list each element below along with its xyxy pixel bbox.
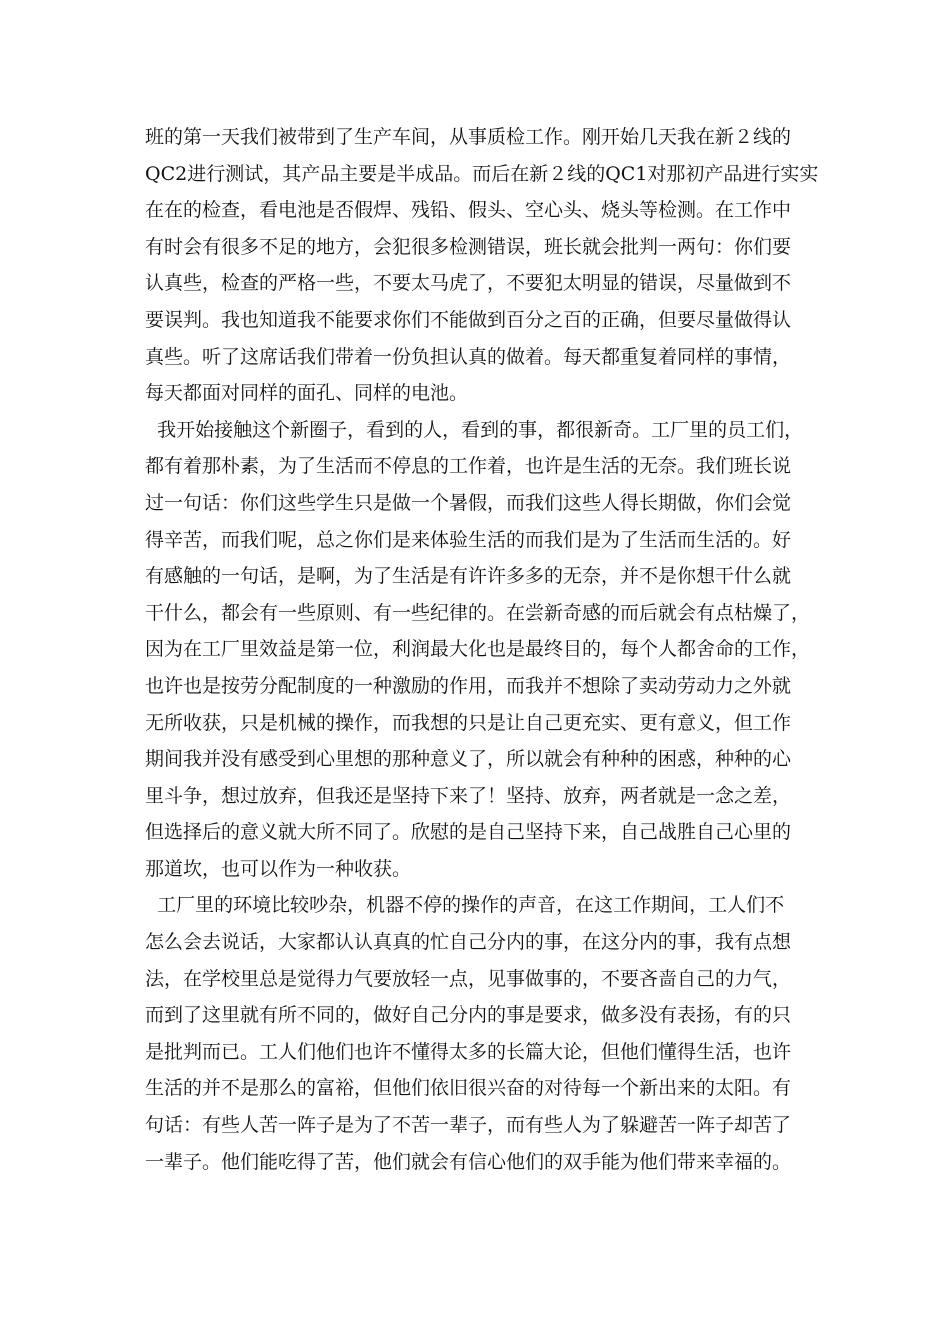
text-line: 有感触的一句话，是啊，为了生活是有许许多多的无奈，并不是你想干什么就 xyxy=(145,565,792,588)
text-line: 生活的并不是那么的富裕，但他们依旧很兴奋的对待每一个新出来的太阳。有 xyxy=(145,1077,792,1100)
text-line: 每天都面对同样的面孔、同样的电池。 xyxy=(145,382,469,405)
text-line: 都有着那朴素，为了生活而不停息的工作着，也许是生活的无奈。我们班长说 xyxy=(145,455,792,478)
text-line: 而到了这里就有所不同的，做好自己分内的事是要求，做多没有表扬，有的只 xyxy=(145,1004,792,1027)
text-line: 有时会有很多不足的地方，会犯很多检测错误，班长就会批判一两句：你们要 xyxy=(145,235,792,258)
text-line: 要误判。我也知道我不能要求你们不能做到百分之百的正确，但要尽量做得认 xyxy=(145,308,792,331)
text-line: 真些。听了这席话我们带着一份负担认真的做着。每天都重复着同样的事情， xyxy=(145,345,792,368)
text-line: 句话：有些人苦一阵子是为了不苦一辈子，而有些人为了躲避苦一阵子却苦了 xyxy=(145,1114,792,1137)
text-line: 得辛苦，而我们呢，总之你们是来体验生活的而我们是为了生活而生活的。好 xyxy=(145,528,792,551)
text-line: 因为在工厂里效益是第一位，利润最大化也是最终目的，每个人都舍命的工作， xyxy=(145,638,811,661)
text-line: 期间我并没有感受到心里想的那种意义了，所以就会有种种的困惑，种种的心 xyxy=(145,748,792,771)
text-line: 认真些，检查的严格一些，不要太马虎了，不要犯太明显的错误，尽量做到不 xyxy=(145,272,792,295)
paragraph-3 xyxy=(145,887,810,1180)
text-line: 一辈子。他们能吃得了苦，他们就会有信心他们的双手能为他们带来幸福的。 xyxy=(145,1150,792,1173)
text-line: 是批判而已。工人们他们也许不懂得太多的长篇大论，但他们懂得生活，也许 xyxy=(145,1040,792,1063)
text-line: 法，在学校里总是觉得力气要放轻一点，见事做事的，不要吝啬自己的力气， xyxy=(145,967,792,990)
text-line: 里斗争，想过放弃，但我还是坚持下来了！坚持、放弃，两者就是一念之差， xyxy=(145,784,792,807)
paragraph-2 xyxy=(145,412,810,888)
text-line: 在在的检查，看电池是否假焊、残铅、假头、空心头、烧头等检测。在工作中 xyxy=(145,199,792,222)
text-line: 我开始接触这个新圈子，看到的人，看到的事，都很新奇。工厂里的员工们， xyxy=(145,418,804,441)
text-line: 但选择后的意义就大所不同了。欣慰的是自己坚持下来，自己战胜自己心里的 xyxy=(145,821,792,844)
text-line: 无所收获，只是机械的操作，而我想的只是让自己更充实、更有意义，但工作 xyxy=(145,711,792,734)
text-line: 那道坎，也可以作为一种收获。 xyxy=(145,857,412,880)
text-line: 工厂里的环境比较吵杂，机器不停的操作的声音，在这工作期间，工人们不 xyxy=(145,894,785,917)
text-line: QC2进行测试，其产品主要是半成品。而后在新２线的QC1对那初产品进行实实 xyxy=(145,162,819,185)
text-line: 也许也是按劳分配制度的一种激励的作用，而我并不想除了卖动劳动力之外就 xyxy=(145,674,792,697)
text-line: 干什么，都会有一些原则、有一些纪律的。在尝新奇感的而后就会有点枯燥了， xyxy=(145,601,811,624)
text-line: 班的第一天我们被带到了生产车间，从事质检工作。刚开始几天我在新２线的 xyxy=(145,126,792,148)
document-body xyxy=(145,119,819,1180)
paragraph-1 xyxy=(145,119,819,412)
text-line: 怎么会去说话，大家都认认真真的忙自己分内的事，在这分内的事，我有点想 xyxy=(145,931,792,954)
text-line: 过一句话：你们这些学生只是做一个暑假，而我们这些人得长期做，你们会觉 xyxy=(145,491,792,514)
